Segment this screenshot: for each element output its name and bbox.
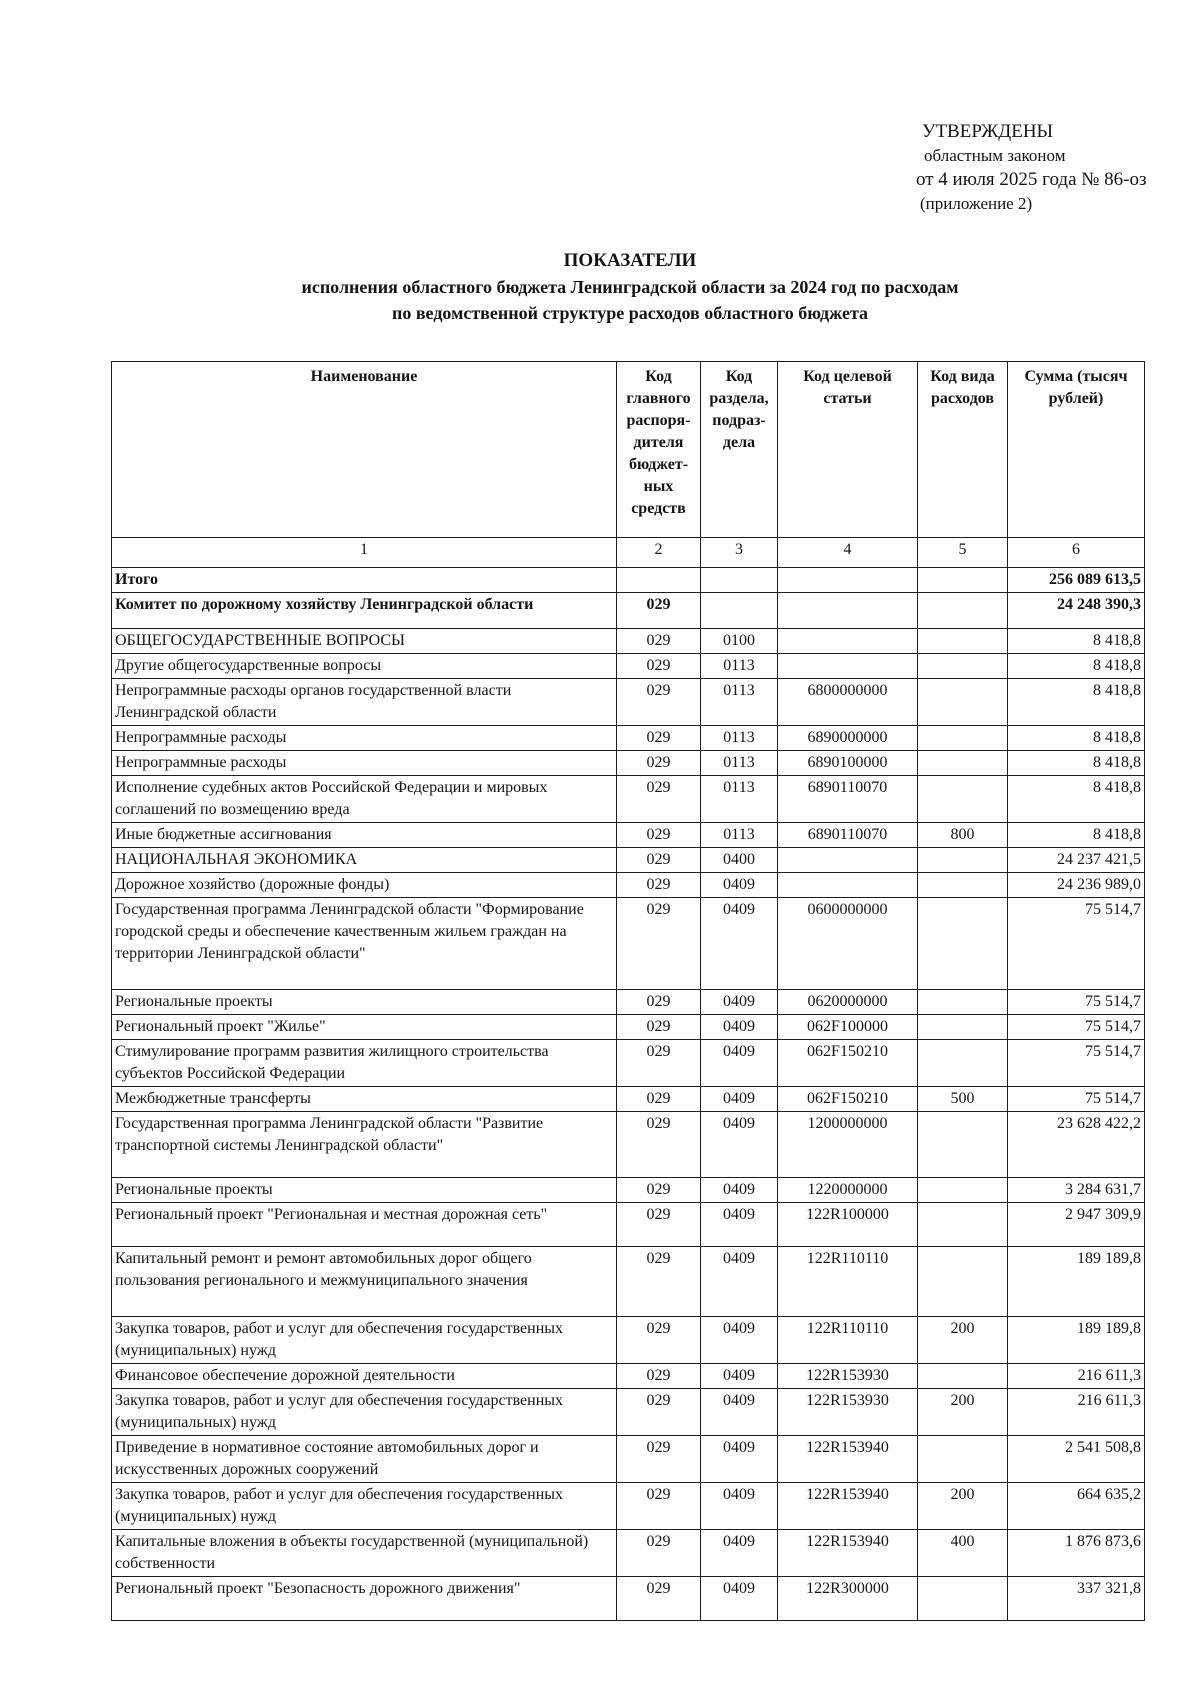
cell-grbs: 029 (617, 1389, 701, 1436)
cell-razdel: 0409 (701, 1203, 778, 1247)
cell-razdel: 0113 (701, 679, 778, 726)
cell-name: Капитальные вложения в объекты государственной (муниципальной) собственности (112, 1530, 617, 1577)
cell-name: Финансовое обеспечение дорожной деятельности (112, 1364, 617, 1389)
table-row (112, 823, 1145, 848)
cell-grbs: 029 (617, 1530, 701, 1577)
cell-grbs: 029 (617, 1040, 701, 1087)
cell-sum: 189 189,8 (1008, 1247, 1145, 1317)
cell-name: Региональные проекты (112, 990, 617, 1015)
cell-grbs: 029 (617, 1112, 701, 1178)
cell-name: Стимулирование программ развития жилищного строительства субъектов Российской Федерации (112, 1040, 617, 1087)
table-row (112, 873, 1145, 898)
cell-razdel: 0100 (701, 629, 778, 654)
cell-razdel: 0409 (701, 873, 778, 898)
cell-vr (918, 848, 1008, 873)
cell-sum: 216 611,3 (1008, 1389, 1145, 1436)
cell-razdel: 0409 (701, 1483, 778, 1530)
table-row (112, 1203, 1145, 1247)
cell-cs: 6890000000 (778, 726, 918, 751)
cell-sum: 8 418,8 (1008, 823, 1145, 848)
cell-vr: 200 (918, 1317, 1008, 1364)
cell-sum: 75 514,7 (1008, 1015, 1145, 1040)
cell-vr (918, 1364, 1008, 1389)
cell-razdel: 0113 (701, 823, 778, 848)
cell-grbs: 029 (617, 1247, 701, 1317)
cell-vr: 200 (918, 1483, 1008, 1530)
column-number: 6 (1008, 538, 1145, 568)
cell-vr (918, 568, 1008, 593)
cell-razdel: 0409 (701, 1040, 778, 1087)
cell-razdel: 0409 (701, 1364, 778, 1389)
title-line-2: исполнения областного бюджета Ленинградской области за 2024 год по расходам (301, 277, 959, 297)
cell-grbs: 029 (617, 654, 701, 679)
table-row (112, 1247, 1145, 1317)
cell-grbs: 029 (617, 898, 701, 990)
cell-grbs: 029 (617, 1577, 701, 1621)
cell-sum: 75 514,7 (1008, 1087, 1145, 1112)
cell-razdel: 0409 (701, 1015, 778, 1040)
cell-razdel: 0409 (701, 1436, 778, 1483)
table-row (112, 1040, 1145, 1087)
cell-cs: 1220000000 (778, 1178, 918, 1203)
header-grbs: Код главного распоря-дителя бюджет-ных средств (617, 362, 701, 538)
header-cs: Код целевой статьи (778, 362, 918, 538)
table-row (112, 751, 1145, 776)
table-row (112, 1015, 1145, 1040)
cell-grbs: 029 (617, 1015, 701, 1040)
cell-sum: 337 321,8 (1008, 1577, 1145, 1621)
cell-vr (918, 1203, 1008, 1247)
cell-razdel (701, 568, 778, 593)
cell-vr (918, 654, 1008, 679)
table-row (112, 654, 1145, 679)
cell-sum: 2 541 508,8 (1008, 1436, 1145, 1483)
document-title (0, 248, 1200, 326)
column-number: 2 (617, 538, 701, 568)
approval-line-2: областным законом (924, 146, 1066, 165)
approval-stamp (916, 120, 1147, 216)
cell-razdel (701, 593, 778, 629)
cell-grbs: 029 (617, 1317, 701, 1364)
cell-sum: 2 947 309,9 (1008, 1203, 1145, 1247)
cell-vr (918, 629, 1008, 654)
cell-sum: 24 237 421,5 (1008, 848, 1145, 873)
cell-name: Закупка товаров, работ и услуг для обеспечения государственных (муниципальных) нужд (112, 1317, 617, 1364)
table-row (112, 1389, 1145, 1436)
cell-name: Иные бюджетные ассигнования (112, 823, 617, 848)
cell-razdel: 0409 (701, 1530, 778, 1577)
cell-vr (918, 776, 1008, 823)
table-row (112, 1530, 1145, 1577)
cell-grbs (617, 568, 701, 593)
cell-vr: 400 (918, 1530, 1008, 1577)
cell-razdel: 0409 (701, 1577, 778, 1621)
cell-cs: 6890110070 (778, 776, 918, 823)
cell-cs: 122R153930 (778, 1364, 918, 1389)
cell-name: Региональный проект "Жилье" (112, 1015, 617, 1040)
column-numbers-row (112, 538, 1145, 568)
cell-razdel: 0113 (701, 726, 778, 751)
cell-cs: 122R153940 (778, 1530, 918, 1577)
cell-razdel: 0409 (701, 1247, 778, 1317)
table-row (112, 1317, 1145, 1364)
cell-name: Закупка товаров, работ и услуг для обеспечения государственных (муниципальных) нужд (112, 1389, 617, 1436)
cell-vr (918, 1247, 1008, 1317)
cell-name: Региональный проект "Региональная и местная дорожная сеть" (112, 1203, 617, 1247)
cell-name: Исполнение судебных актов Российской Федерации и мировых соглашений по возмещению вреда (112, 776, 617, 823)
cell-grbs: 029 (617, 679, 701, 726)
cell-razdel: 0113 (701, 751, 778, 776)
cell-sum: 256 089 613,5 (1008, 568, 1145, 593)
cell-razdel: 0400 (701, 848, 778, 873)
table-row (112, 1087, 1145, 1112)
cell-razdel: 0113 (701, 654, 778, 679)
cell-cs: 6890100000 (778, 751, 918, 776)
cell-razdel: 0409 (701, 1087, 778, 1112)
cell-cs: 1200000000 (778, 1112, 918, 1178)
cell-razdel: 0409 (701, 1317, 778, 1364)
cell-cs (778, 873, 918, 898)
table-row (112, 1112, 1145, 1178)
cell-cs (778, 848, 918, 873)
cell-sum: 8 418,8 (1008, 629, 1145, 654)
cell-vr (918, 593, 1008, 629)
cell-vr (918, 1112, 1008, 1178)
cell-name: Непрограммные расходы органов государственной власти Ленинградской области (112, 679, 617, 726)
cell-vr (918, 1040, 1008, 1087)
cell-vr (918, 1178, 1008, 1203)
cell-cs (778, 568, 918, 593)
cell-cs: 062F100000 (778, 1015, 918, 1040)
table-row (112, 848, 1145, 873)
table-row (112, 1483, 1145, 1530)
cell-name: Другие общегосударственные вопросы (112, 654, 617, 679)
cell-cs: 6800000000 (778, 679, 918, 726)
cell-razdel: 0409 (701, 1178, 778, 1203)
table-body (112, 568, 1145, 1621)
cell-cs: 062F150210 (778, 1087, 918, 1112)
cell-cs: 062F150210 (778, 1040, 918, 1087)
table-row (112, 776, 1145, 823)
table-row (112, 1364, 1145, 1389)
cell-cs (778, 629, 918, 654)
cell-cs: 122R110110 (778, 1317, 918, 1364)
title-heading: ПОКАЗАТЕЛИ (563, 250, 697, 271)
cell-vr (918, 990, 1008, 1015)
column-number: 5 (918, 538, 1008, 568)
cell-sum: 8 418,8 (1008, 726, 1145, 751)
cell-name: НАЦИОНАЛЬНАЯ ЭКОНОМИКА (112, 848, 617, 873)
header-razdel: Код раздела, подраз-дела (701, 362, 778, 538)
cell-grbs: 029 (617, 593, 701, 629)
cell-grbs: 029 (617, 990, 701, 1015)
cell-vr (918, 726, 1008, 751)
cell-name: Непрограммные расходы (112, 726, 617, 751)
cell-vr (918, 679, 1008, 726)
cell-razdel: 0409 (701, 898, 778, 990)
cell-sum: 75 514,7 (1008, 990, 1145, 1015)
cell-vr: 500 (918, 1087, 1008, 1112)
cell-sum: 216 611,3 (1008, 1364, 1145, 1389)
table-row (112, 1436, 1145, 1483)
cell-razdel: 0113 (701, 776, 778, 823)
table-row (112, 568, 1145, 593)
cell-sum: 189 189,8 (1008, 1317, 1145, 1364)
cell-name: Итого (112, 568, 617, 593)
cell-sum: 3 284 631,7 (1008, 1178, 1145, 1203)
title-line-3: по ведомственной структуре расходов областного бюджета (391, 303, 869, 323)
cell-cs: 122R153940 (778, 1483, 918, 1530)
cell-vr (918, 1436, 1008, 1483)
cell-vr: 200 (918, 1389, 1008, 1436)
cell-cs: 122R153940 (778, 1436, 918, 1483)
cell-name: Региональный проект "Безопасность дорожного движения" (112, 1577, 617, 1621)
cell-grbs: 029 (617, 726, 701, 751)
column-number: 3 (701, 538, 778, 568)
approval-line-3: от 4 июля 2025 года № 86-оз (916, 169, 1147, 190)
cell-grbs: 029 (617, 776, 701, 823)
cell-name: Дорожное хозяйство (дорожные фонды) (112, 873, 617, 898)
cell-sum: 23 628 422,2 (1008, 1112, 1145, 1178)
cell-cs (778, 593, 918, 629)
cell-cs: 122R100000 (778, 1203, 918, 1247)
cell-sum: 8 418,8 (1008, 751, 1145, 776)
cell-cs: 122R110110 (778, 1247, 918, 1317)
cell-vr (918, 898, 1008, 990)
cell-razdel: 0409 (701, 1112, 778, 1178)
column-number: 1 (112, 538, 617, 568)
cell-grbs: 029 (617, 1087, 701, 1112)
cell-vr: 800 (918, 823, 1008, 848)
cell-cs: 0620000000 (778, 990, 918, 1015)
cell-sum: 8 418,8 (1008, 679, 1145, 726)
cell-vr (918, 873, 1008, 898)
cell-grbs: 029 (617, 848, 701, 873)
cell-cs: 0600000000 (778, 898, 918, 990)
approval-line-4: (приложение 2) (920, 194, 1033, 213)
cell-name: Межбюджетные трансферты (112, 1087, 617, 1112)
cell-cs: 122R300000 (778, 1577, 918, 1621)
cell-name: Непрограммные расходы (112, 751, 617, 776)
cell-cs (778, 654, 918, 679)
cell-vr (918, 1015, 1008, 1040)
budget-table (111, 361, 1145, 1621)
cell-name: Комитет по дорожному хозяйству Ленинградской области (112, 593, 617, 629)
table-row (112, 1178, 1145, 1203)
cell-sum: 1 876 873,6 (1008, 1530, 1145, 1577)
table-row (112, 679, 1145, 726)
cell-name: Приведение в нормативное состояние автомобильных дорог и искусственных дорожных сооружений (112, 1436, 617, 1483)
cell-grbs: 029 (617, 1178, 701, 1203)
cell-sum: 75 514,7 (1008, 1040, 1145, 1087)
cell-vr (918, 1577, 1008, 1621)
cell-sum: 8 418,8 (1008, 654, 1145, 679)
cell-grbs: 029 (617, 1436, 701, 1483)
table-row (112, 1577, 1145, 1621)
cell-name: ОБЩЕГОСУДАРСТВЕННЫЕ ВОПРОСЫ (112, 629, 617, 654)
table-header-row (112, 362, 1145, 538)
header-sum: Сумма (тысяч рублей) (1008, 362, 1145, 538)
cell-name: Государственная программа Ленинградской области "Формирование городской среды и обеспечение качественным жильем граждан на территории Ленинградской области" (112, 898, 617, 990)
cell-sum: 75 514,7 (1008, 898, 1145, 990)
cell-vr (918, 751, 1008, 776)
cell-sum: 24 248 390,3 (1008, 593, 1145, 629)
table-row (112, 593, 1145, 629)
cell-cs: 122R153930 (778, 1389, 918, 1436)
cell-grbs: 029 (617, 1483, 701, 1530)
header-name: Наименование (112, 362, 617, 538)
cell-grbs: 029 (617, 751, 701, 776)
cell-name: Государственная программа Ленинградской области "Развитие транспортной системы Ленинградской области" (112, 1112, 617, 1178)
cell-name: Капитальный ремонт и ремонт автомобильных дорог общего пользования регионального и межмуниципального значения (112, 1247, 617, 1317)
column-number: 4 (778, 538, 918, 568)
table-row (112, 898, 1145, 990)
approval-line-1: УТВЕРЖДЕНЫ (922, 121, 1054, 142)
cell-grbs: 029 (617, 823, 701, 848)
header-vr: Код вида расходов (918, 362, 1008, 538)
cell-razdel: 0409 (701, 1389, 778, 1436)
cell-grbs: 029 (617, 873, 701, 898)
cell-sum: 24 236 989,0 (1008, 873, 1145, 898)
table-row (112, 629, 1145, 654)
cell-sum: 8 418,8 (1008, 776, 1145, 823)
cell-name: Закупка товаров, работ и услуг для обеспечения государственных (муниципальных) нужд (112, 1483, 617, 1530)
table-row (112, 990, 1145, 1015)
table-row (112, 726, 1145, 751)
cell-sum: 664 635,2 (1008, 1483, 1145, 1530)
cell-razdel: 0409 (701, 990, 778, 1015)
cell-grbs: 029 (617, 629, 701, 654)
cell-grbs: 029 (617, 1203, 701, 1247)
cell-name: Региональные проекты (112, 1178, 617, 1203)
cell-grbs: 029 (617, 1364, 701, 1389)
cell-cs: 6890110070 (778, 823, 918, 848)
